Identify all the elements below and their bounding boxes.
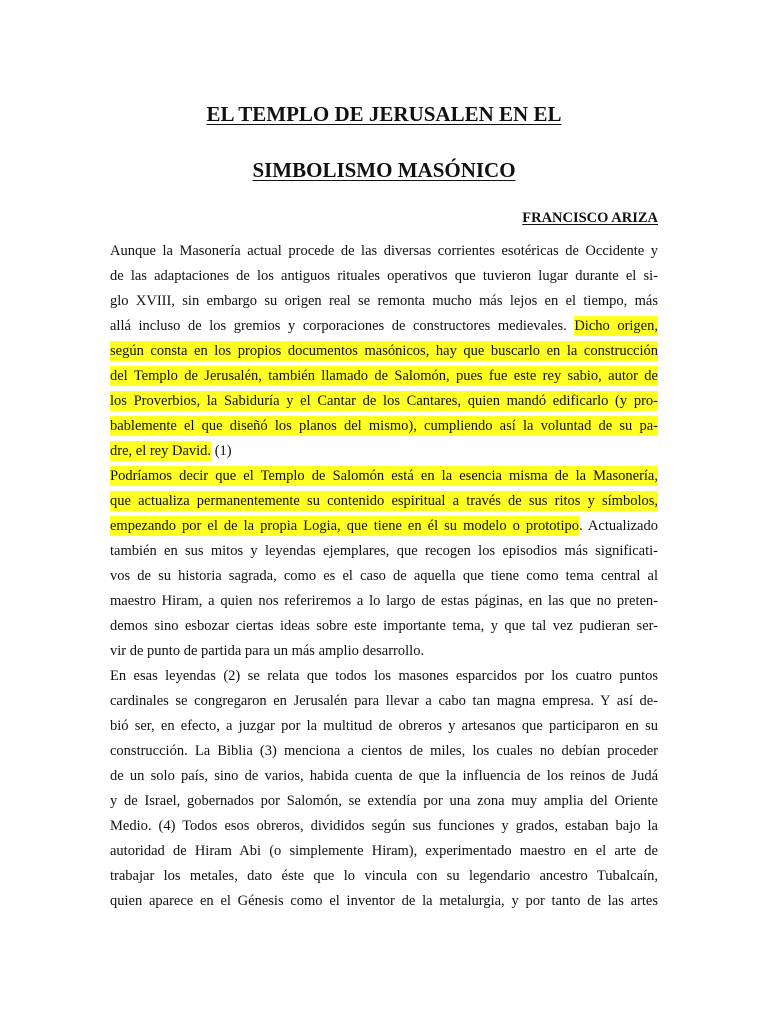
body-line bbox=[110, 864, 658, 889]
body-line bbox=[110, 289, 658, 314]
body-line bbox=[110, 439, 658, 464]
body-text bbox=[110, 239, 658, 914]
body-text-segment: (1) bbox=[211, 443, 232, 459]
body-text-segment: también en sus mitos y leyendas ejemplares, que recogen los episodios más significati- bbox=[110, 543, 658, 559]
body-text-segment: construcción. La Biblia (3) menciona a cientos de miles, los cuales no debían proceder bbox=[110, 743, 658, 759]
body-line bbox=[110, 464, 658, 489]
author-name: FRANCISCO ARIZA bbox=[522, 210, 658, 226]
body-line bbox=[110, 264, 658, 289]
highlighted-text: según consta en los propios documentos masónicos, hay que buscarlo en la construcción bbox=[110, 343, 658, 359]
highlighted-text: bablemente el que diseñó los planos del mismo), cumpliendo así la voluntad de su pa- bbox=[110, 418, 658, 434]
highlighted-text: los Proverbios, la Sabiduría y el Cantar de los Cantares, quien mandó edificarlo (y pro- bbox=[110, 393, 658, 409]
body-line bbox=[110, 489, 658, 514]
body-text-segment: glo XVIII, sin embargo su origen real se remonta mucho más lejos en el tiempo, más bbox=[110, 293, 658, 309]
body-line bbox=[110, 789, 658, 814]
body-text-segment: maestro Hiram, a quien nos referiremos a lo largo de estas páginas, en las que no preten- bbox=[110, 593, 658, 609]
highlighted-text: empezando por el de la propia Logia, que tiene en él su modelo o prototipo bbox=[110, 518, 580, 534]
body-line bbox=[110, 814, 658, 839]
body-line bbox=[110, 589, 658, 614]
body-text-segment: demos sino esbozar ciertas ideas sobre este importante tema, y que tal vez pudieran ser- bbox=[110, 618, 658, 634]
body-line bbox=[110, 314, 658, 339]
body-text-segment: bió ser, en efecto, a juzgar por la multitud de obreros y artesanos que participaron en su bbox=[110, 718, 658, 734]
title-line-1: EL TEMPLO DE JERUSALEN EN EL bbox=[206, 102, 562, 126]
body-text-segment: . Actualizado bbox=[579, 518, 658, 534]
body-text-segment: cardinales se congregaron en Jerusalén para llevar a cabo tan magna empresa. Y así de- bbox=[110, 693, 658, 709]
body-line bbox=[110, 389, 658, 414]
body-text-segment: trabajar los metales, dato éste que lo vincula con su legendario ancestro Tubalcaín, bbox=[110, 868, 658, 884]
body-line bbox=[110, 539, 658, 564]
body-line bbox=[110, 339, 658, 364]
body-text-segment: y de Israel, gobernados por Salomón, se extendía por una zona muy amplia del Oriente bbox=[110, 793, 658, 809]
body-line bbox=[110, 639, 658, 664]
body-line bbox=[110, 714, 658, 739]
body-line bbox=[110, 889, 658, 914]
body-line bbox=[110, 664, 658, 689]
body-text-segment: En esas leyendas (2) se relata que todos los masones esparcidos por los cuatro puntos bbox=[110, 668, 658, 684]
highlighted-text: que actualiza permanentemente su contenido espiritual a través de sus ritos y símbolos, bbox=[110, 493, 658, 509]
body-line bbox=[110, 414, 658, 439]
highlighted-text: Dicho origen, bbox=[574, 318, 658, 334]
body-text-segment: quien aparece en el Génesis como el inventor de la metalurgia, y por tanto de las artes bbox=[110, 893, 658, 909]
body-line bbox=[110, 764, 658, 789]
highlighted-text: Podríamos decir que el Templo de Salomón está en la esencia misma de la Masonería, bbox=[110, 468, 658, 484]
body-line bbox=[110, 239, 658, 264]
body-text-segment: Aunque la Masonería actual procede de las diversas corrientes esotéricas de Occidente y bbox=[110, 243, 658, 259]
body-text-segment: de las adaptaciones de los antiguos rituales operativos que tuvieron lugar durante el si- bbox=[110, 268, 658, 284]
body-line bbox=[110, 689, 658, 714]
body-line bbox=[110, 364, 658, 389]
body-text-segment: allá incluso de los gremios y corporaciones de constructores medievales. bbox=[110, 318, 575, 334]
body-line bbox=[110, 839, 658, 864]
body-line bbox=[110, 739, 658, 764]
body-text-segment: autoridad de Hiram Abi (o simplemente Hiram), experimentado maestro en el arte de bbox=[110, 843, 658, 859]
highlighted-text: dre, el rey David. bbox=[110, 443, 212, 459]
body-text-segment: vir de punto de partida para un más amplio desarrollo. bbox=[110, 643, 425, 659]
highlighted-text: del Templo de Jerusalén, también llamado de Salomón, pues fue este rey sabio, autor de bbox=[110, 368, 658, 384]
body-text-segment: vos de su historia sagrada, como es el caso de aquella que tiene como tema central al bbox=[110, 568, 658, 584]
body-line bbox=[110, 514, 658, 539]
body-line bbox=[110, 614, 658, 639]
body-text-segment: Medio. (4) Todos esos obreros, divididos según sus funciones y grados, estaban bajo la bbox=[110, 818, 658, 834]
title-line-2: SIMBOLISMO MASÓNICO bbox=[252, 158, 516, 182]
body-line bbox=[110, 564, 658, 589]
body-text-segment: de un solo país, sino de varios, habida cuenta de que la influencia de los reinos de Judá bbox=[110, 768, 658, 784]
